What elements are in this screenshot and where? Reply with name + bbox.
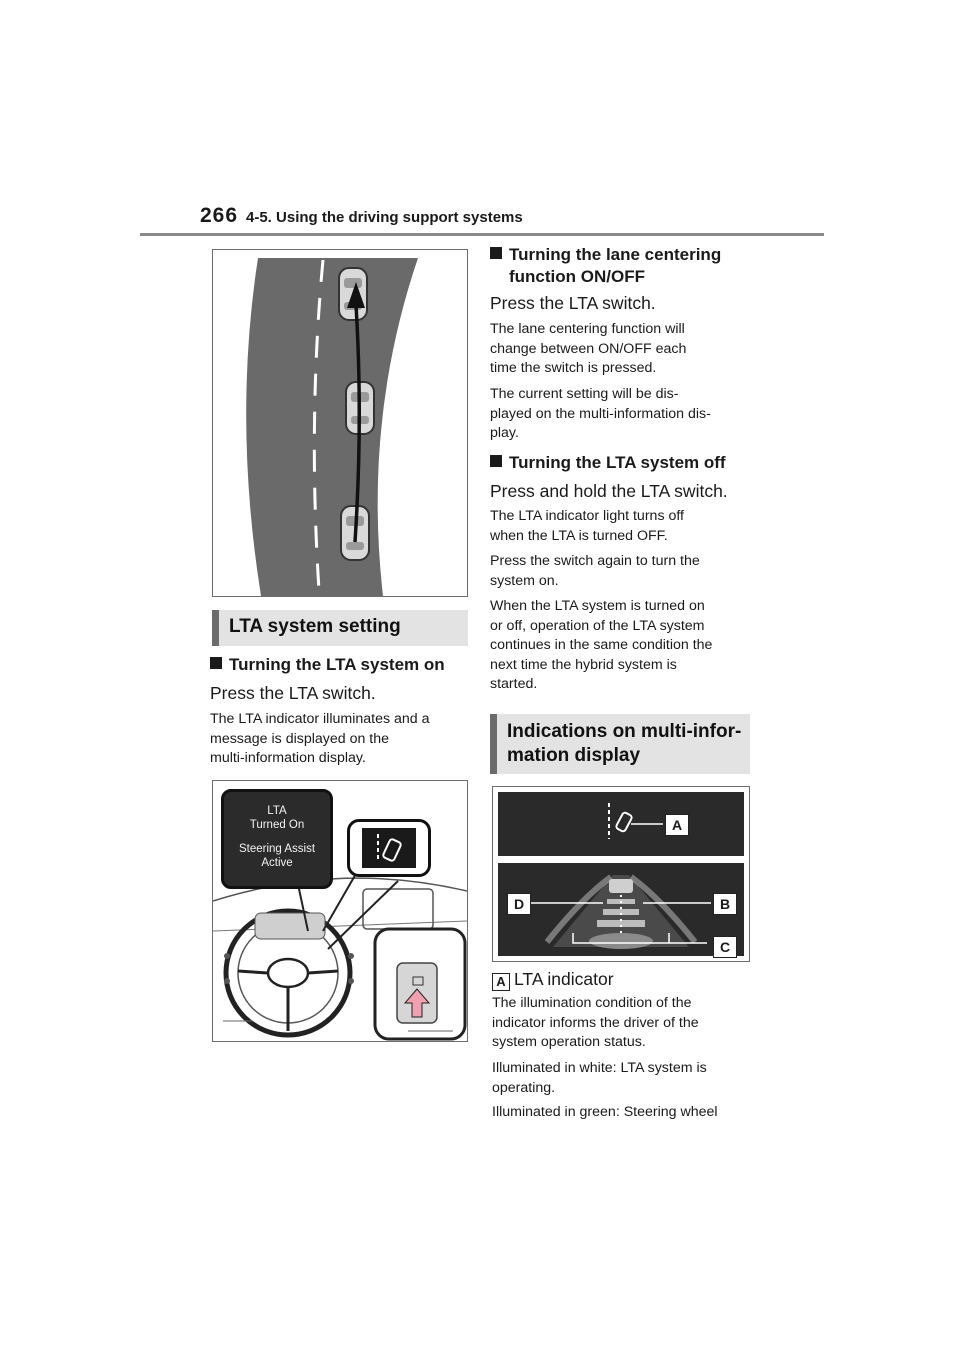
lta-indicator-para1: The illumination condition of the indicator informs the driver of the system operation status. [492,995,699,1050]
turn-off-para2: Press the switch again to turn the system on. [490,553,700,589]
lta-indicator-icon [350,822,428,874]
turn-off-para3: When the LTA system is turned on or off, operation of the LTA system continues in the same condition the next time the hybrid system is started. [490,598,713,692]
turn-off-instruction: Press and hold the LTA switch. [490,481,728,501]
square-bullet-icon [490,455,502,467]
lta-indicator-label: A LTA indicator [492,968,614,991]
header-rule [140,233,824,236]
lane-centering-instruction: Press the LTA switch. [490,293,656,313]
square-bullet-icon [490,247,502,259]
lane-centering-heading: Turning the lane centering function ON/OFF [490,244,770,288]
road-illustration [213,250,467,596]
multi-info-display-illustration [493,787,749,961]
square-bullet-icon [210,657,222,669]
lta-indicator-popup [347,819,431,877]
lane-centering-para2: The current setting will be dis- played on the multi-information dis- play. [490,386,711,441]
section-title: 4-5. Using the driving support systems [246,209,523,226]
turn-off-para1: The LTA indicator light turns off when the LTA is turned OFF. [490,508,684,544]
lta-system-setting-heading: LTA system setting [212,610,468,646]
callout-d: D [507,893,531,915]
lane-centering-para1: The lane centering function will change between ON/OFF each time the switch is pressed. [490,321,687,376]
lane-centering-figure [212,249,468,597]
turn-on-instruction: Press the LTA switch. [210,683,376,703]
callout-b: B [713,893,737,915]
turn-on-heading: Turning the LTA system on [210,654,480,676]
callout-a: A [665,814,689,836]
page-number: 266 [200,204,239,227]
callout-c: C [713,936,737,958]
turn-on-text: The LTA indicator illuminates and a message is displayed on the multi-information display. [210,711,430,766]
multi-info-display-popup: LTA Turned On Steering Assist Active [221,789,333,889]
multi-info-display-figure [492,786,750,962]
indications-heading: Indications on multi-infor- mation display [490,714,750,774]
lta-indicator-para3: Illuminated in green: Steering wheel [492,1104,718,1120]
turn-off-heading: Turning the LTA system off [490,452,770,474]
lta-indicator-para2: Illuminated in white: LTA system is operating. [492,1060,707,1096]
dashboard-figure [212,780,468,1042]
badge-a: A [492,973,510,991]
